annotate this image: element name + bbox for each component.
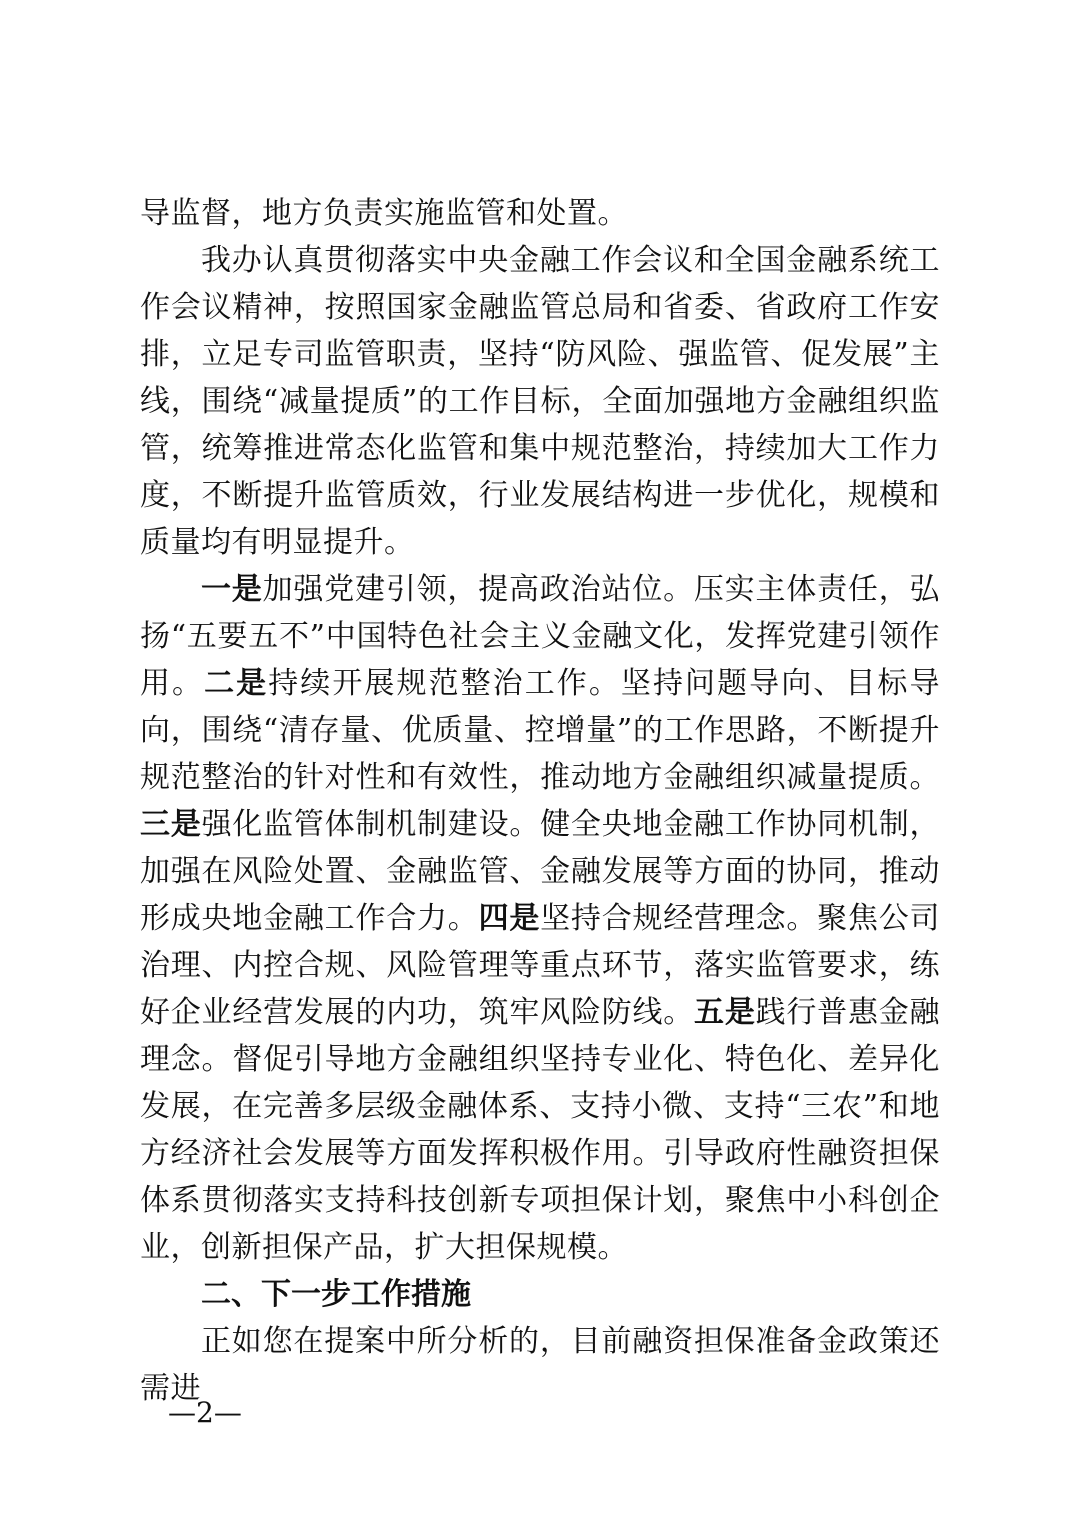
measure-4-keyword: 四是 xyxy=(478,901,541,936)
measure-2-keyword: 二是 xyxy=(204,666,269,701)
measure-5-keyword: 五是 xyxy=(694,995,756,1030)
measure-1-keyword: 一是 xyxy=(201,572,263,607)
measure-3-text: 强化监管体制机制建设。健全央地金融工作协同机制，加强在风险处置、金融监管、金融发展等方面的协同，推动形成央地金融工作合力。 xyxy=(140,807,941,936)
paragraph-continuation: 导监督，地方负责实施监管和处置。 xyxy=(140,196,628,231)
measure-4-text: 坚持合规经营理念。聚焦公司治理、内控合规、风险管理等重点环节，落实监管要求，练好企业经营发展的内功，筑牢风险防线。 xyxy=(140,901,941,1030)
section-heading: 二、下一步工作措施 xyxy=(201,1277,471,1312)
document-body xyxy=(140,190,940,1412)
paragraph-measures xyxy=(140,566,940,1271)
paragraph-next: 正如您在提案中所分析的，目前融资担保准备金政策还需进 xyxy=(140,1324,940,1406)
measure-3-keyword: 三是 xyxy=(140,807,202,842)
measure-2-text: 持续开展规范整治工作。坚持问题导向、目标导向，围绕“清存量、优质量、控增量”的工作思路，不断提升规范整治的针对性和有效性，推动地方金融组织减量提质。 xyxy=(140,666,940,795)
measure-1-text: 加强党建引领，提高政治站位。压实主体责任，弘扬“五要五不”中国特色社会主义金融文化，发挥党建引领作用。 xyxy=(140,572,940,701)
page-number: —2— xyxy=(168,1396,242,1429)
paragraph-summary: 我办认真贯彻落实中央金融工作会议和全国金融系统工作会议精神，按照国家金融监管总局和省委、省政府工作安排，立足专司监管职责，坚持“防风险、强监管、促发展”主线，围绕“减量提质”的工作目标，全面加强地方金融组织监管，统筹推进常态化监管和集中规范整治，持续加大工作力度，不断提升监管质效，行业发展结构进一步优化，规模和质量均有明显提升。 xyxy=(140,243,940,560)
measure-5-text: 践行普惠金融理念。督促引导地方金融组织坚持专业化、特色化、差异化发展，在完善多层级金融体系、支持小微、支持“三农”和地方经济社会发展等方面发挥积极作用。引导政府性融资担保体系贯彻落实支持科技创新专项担保计划，聚焦中小科创企业，创新担保产品，扩大担保规模。 xyxy=(140,995,941,1265)
